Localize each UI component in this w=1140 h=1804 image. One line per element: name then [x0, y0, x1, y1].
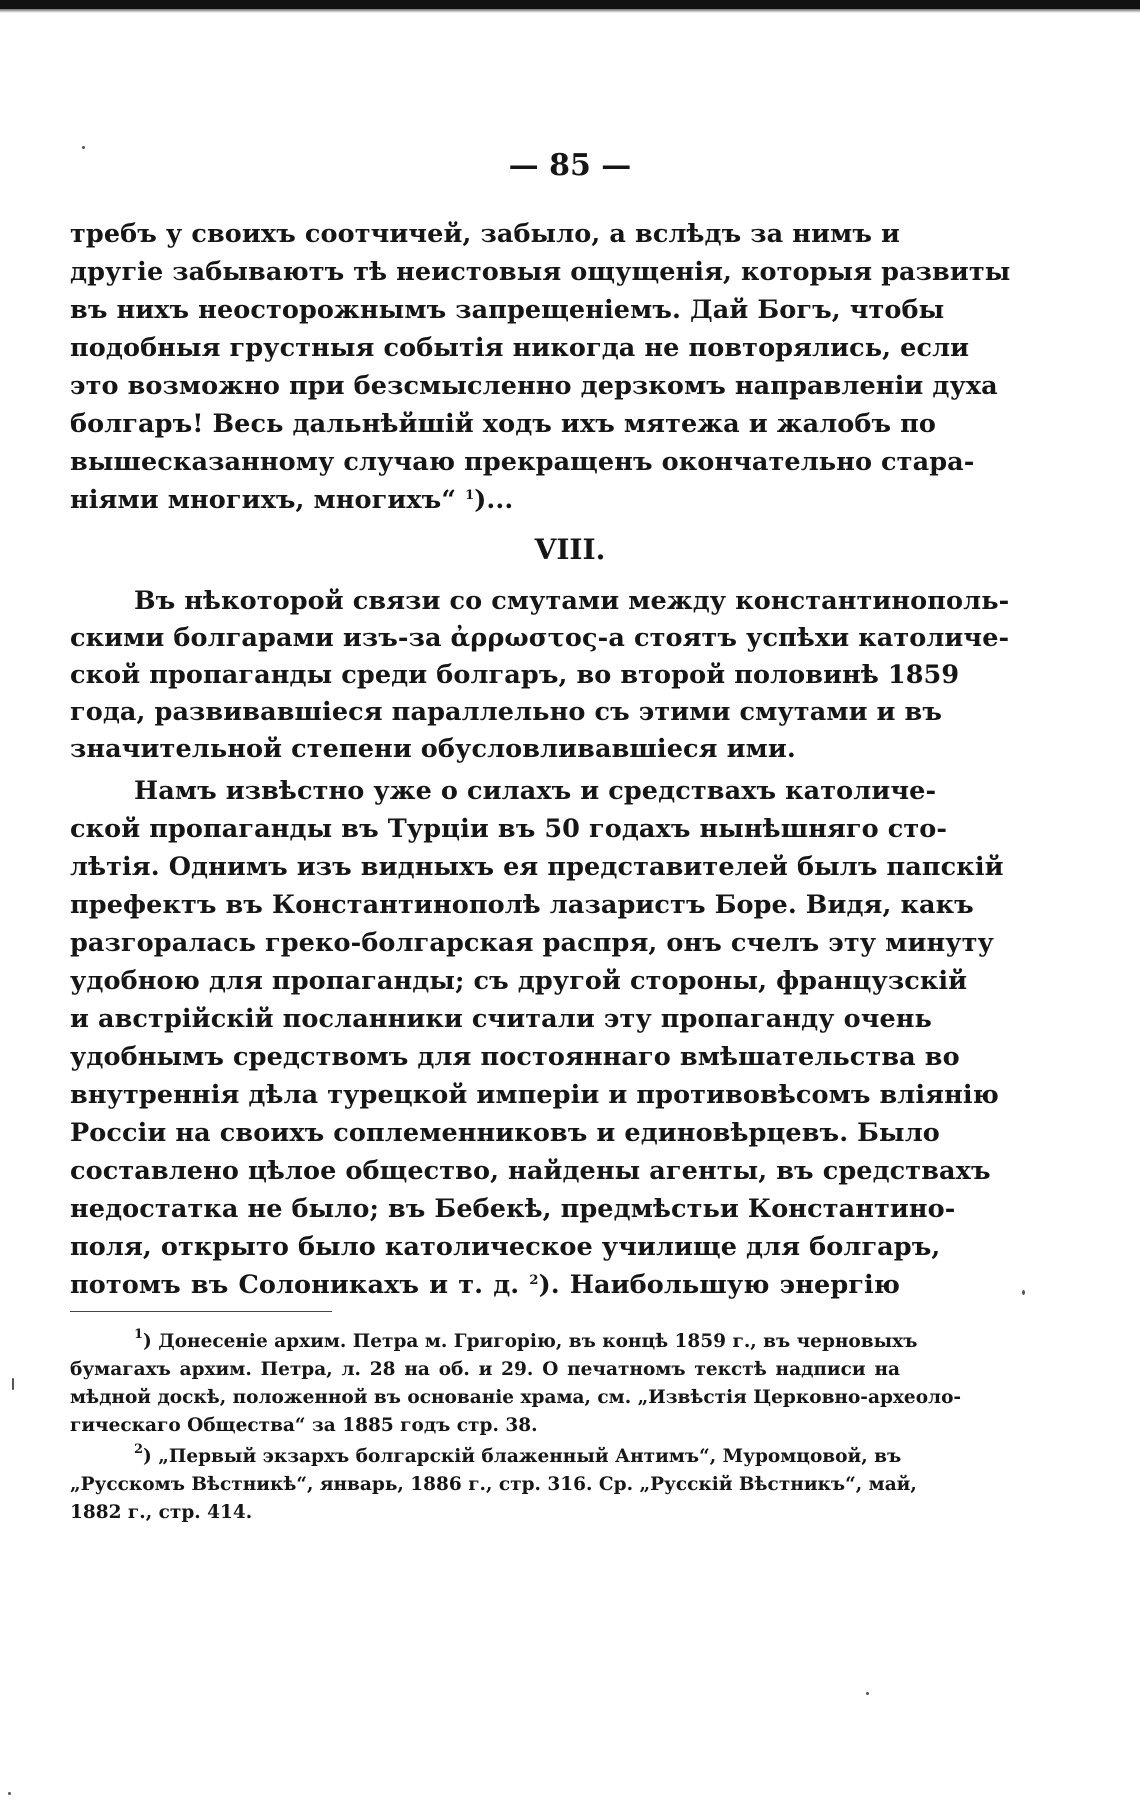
footnote-line: 1882 г., стр. 414. [70, 1502, 253, 1523]
footnote-separator [70, 1311, 332, 1312]
footnote-line [134, 1443, 900, 1470]
text-run: потомъ въ Солоникахъ и т. д. [70, 1270, 520, 1300]
footnote-line [134, 1327, 918, 1355]
text-line: удобною для пропаганды; съ другой стороны, французскій [70, 966, 968, 996]
scan-speck [12, 1378, 14, 1390]
scan-top-edge-shadow [0, 9, 1140, 13]
text-line: поля, открыто было католическое училище для болгаръ, [70, 1232, 941, 1262]
text-line: ской пропаганды въ Турціи въ 50 годахъ нынѣшняго сто- [70, 814, 948, 844]
text-line: и австрійскій посланники считали эту пропаганду очень [70, 1004, 932, 1034]
scan-speck [8, 1792, 11, 1795]
text-line: требъ у своихъ соотчичей, забыло, а вслѣдъ за нимъ и [70, 219, 900, 249]
scan-speck [82, 146, 85, 149]
text-run: ) „Первый экзархъ болгарскій блаженный Антимъ“, Муромцовой, въ [143, 1446, 902, 1467]
text-line: лѣтія. Однимъ изъ видныхъ ея представителей былъ папскій [70, 852, 1004, 882]
text-line: составлено цѣлое общество, найдены агенты, въ средствахъ [70, 1156, 991, 1186]
scan-speck [1022, 1290, 1025, 1295]
scan-speck [866, 1692, 869, 1695]
text-line: недостатка не было; въ Бебекѣ, предмѣстьи Константино- [70, 1194, 956, 1224]
text-line: внутреннія дѣла турецкой имперіи и противовѣсомъ вліянію [70, 1080, 999, 1110]
page-number: — 85 — [508, 148, 632, 183]
scan-top-edge [0, 0, 1140, 9]
text-line: разгоралась греко-болгарская распря, онъ счелъ эту минуту [70, 928, 994, 958]
text-line [70, 1267, 900, 1303]
footnote-reference: 2 [529, 1273, 539, 1288]
text-line: Намъ извѣстно уже о силахъ и средствахъ католиче- [134, 776, 937, 806]
text-line: значительной степени обусловливавшіеся ими. [70, 734, 796, 764]
footnote-line: гическаго Общества“ за 1885 годъ стр. 38. [70, 1415, 538, 1436]
section-heading: VIII. [534, 533, 606, 566]
text-line: болгаръ! Весь дальнѣйшій ходъ ихъ мятежа и жалобъ по [70, 409, 937, 439]
text-line: это возможно при безсмысленно дерзкомъ направленіи духа [70, 371, 998, 401]
footnote-line: бумагахъ архим. Петра, л. 28 на об. и 29. О печатномъ текстѣ надписи на [70, 1359, 900, 1380]
text-run: )... [474, 485, 514, 515]
text-run: ). Наибольшую энергію [538, 1270, 901, 1300]
footnote-marker: 1 [134, 1327, 144, 1342]
text-line: удобнымъ средствомъ для постояннаго вмѣшательства во [70, 1042, 960, 1072]
text-line: подобныя грустныя событія никогда не повторялись, если [70, 333, 970, 363]
text-line: года, развивавшіеся параллельно съ этими смутами и въ [70, 697, 943, 727]
text-run: ) Донесеніе архим. Петра м. Григорію, въ концѣ 1859 г., въ черновыхъ [143, 1331, 918, 1352]
text-line: ской пропаганды среди болгаръ, во второй половинѣ 1859 [70, 660, 960, 690]
text-line: вышесказанному случаю прекращенъ окончательно стара- [70, 447, 975, 477]
text-line: Россіи на своихъ соплеменниковъ и единовѣрцевъ. Было [70, 1118, 940, 1148]
text-line [70, 482, 900, 518]
text-run: ніями многихъ, многихъ“ [70, 485, 457, 515]
text-line: Въ нѣкоторой связи со смутами между константинополь- [134, 586, 1010, 616]
text-line: скими болгарами изъ-за ἀρρωστος-а стоятъ успѣхи католиче- [70, 623, 1010, 653]
footnote-reference: 1 [465, 488, 475, 503]
footnote-marker: 2 [134, 1442, 144, 1457]
footnote-line: „Русскомъ Вѣстникѣ“, январь, 1886 г., стр. 316. Ср. „Русскій Вѣстникъ“, май, [70, 1474, 917, 1495]
text-line: префектъ въ Константинополѣ лазаристъ Боре. Видя, какъ [70, 890, 974, 920]
footnote-line: мѣдной доскѣ, положенной въ основаніе храма, см. „Извѣстія Церковно-археоло- [70, 1387, 962, 1408]
text-line: въ нихъ неосторожнымъ запрещеніемъ. Дай Богъ, чтобы [70, 295, 945, 325]
text-line: другіе забываютъ тѣ неистовыя ощущенія, которыя развиты [70, 257, 1011, 287]
